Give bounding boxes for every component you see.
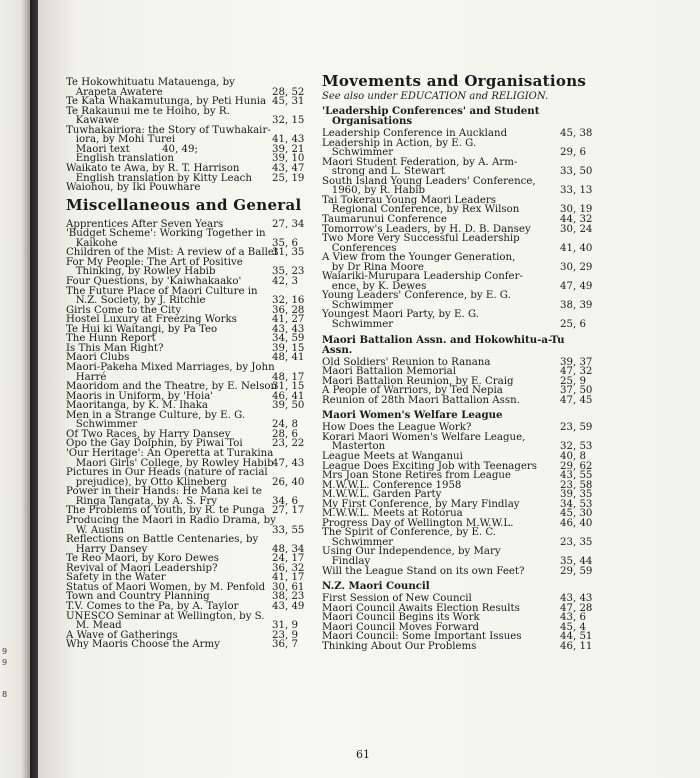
- entry-page-ref: 30, 24: [560, 223, 593, 235]
- entry-page-ref: 46, 40: [560, 517, 593, 529]
- entry-page-ref: 47, 49: [560, 280, 593, 292]
- entry-page-ref: 28, 52: [272, 86, 305, 98]
- entry-page-ref: 48, 17: [272, 371, 305, 383]
- entry-title: W. Austin: [66, 524, 124, 536]
- entry-page-ref: 26, 40: [272, 476, 305, 488]
- left-page-fragment: 8: [2, 690, 8, 699]
- entry-title: Leadership Conference in Auckland: [322, 128, 508, 139]
- entry-page-ref: 40, 8: [560, 450, 586, 462]
- entry-title: Maoridom and the Theatre, by E. Nelson: [66, 381, 278, 393]
- entry-page-ref: 31, 15: [272, 381, 305, 393]
- entry-page-ref: 41, 17: [272, 572, 305, 584]
- entry-page-ref: 25, 9: [560, 375, 586, 387]
- entry-page-ref: 32, 53: [560, 441, 593, 453]
- entry-title: N.Z. Society, by J. Ritchie: [66, 295, 206, 307]
- entry-title: UNESCO Seminar at Wellington, by S.: [66, 610, 265, 622]
- entry-title: Revival of Maori Leadership?: [66, 562, 218, 574]
- entry-page-ref: 28, 6: [272, 428, 298, 440]
- entry-page-ref: 23, 35: [560, 536, 593, 548]
- entry-title: Ringa Tangata, by A. S. Fry: [66, 495, 218, 507]
- entry-page-ref: 39, 10: [272, 153, 305, 165]
- section-heading-movements: Movements and Organisations: [322, 72, 587, 90]
- entry-title: Kaikohe: [66, 237, 118, 249]
- entry-title: Maori Council Awaits Election Results: [322, 602, 520, 614]
- entry-page-ref: 32, 15: [272, 115, 305, 127]
- entry-page-ref: 33, 13: [560, 185, 593, 197]
- entry-title: The Spirit of Conference, by E. C.: [322, 527, 497, 539]
- entry-title: English translation by Kitty Leach: [66, 172, 252, 184]
- entry-title: ence, by K. Dewes: [322, 280, 427, 292]
- entry-page-ref: 23, 22: [272, 438, 305, 450]
- entry-page-ref: 43, 6: [560, 612, 586, 624]
- entry-title: Schwimmer: [322, 319, 394, 330]
- entry-title: Waikato te Awa, by R. T. Harrison: [66, 162, 240, 174]
- entry-title: Producing the Maori in Radio Drama, by: [66, 514, 276, 526]
- left-page-fragment: 9: [2, 647, 8, 656]
- entry-title: Thinking About Our Problems: [322, 640, 477, 652]
- entry-page-ref: 42, 3: [272, 275, 298, 287]
- entry-page-ref: 48, 41: [272, 352, 305, 364]
- entry-page-ref: 38, 23: [272, 591, 305, 603]
- entry-title: My First Conference, by Mary Findlay: [322, 498, 520, 510]
- entry-title: Waiariki-Murupara Leadership Confer-: [322, 271, 523, 283]
- entry-title: Kawawe: [66, 115, 119, 127]
- entry-title: A People of Warriors, by Ted Nepia: [322, 385, 503, 397]
- entry-title: For My People: The Art of Positive: [66, 256, 243, 268]
- entry-page-ref: 23, 59: [560, 422, 593, 434]
- entry-title: Using Our Independence, by Mary: [322, 546, 501, 558]
- entry-page-ref: 39, 35: [560, 489, 593, 501]
- entry-page-ref: 30, 61: [272, 581, 305, 593]
- entry-page-ref: 39, 50: [272, 400, 305, 412]
- entry-title: How Does the League Work?: [322, 422, 472, 434]
- entry-title: Harré: [66, 371, 107, 383]
- entry-page-ref: 39, 15: [272, 342, 305, 354]
- entry-page-ref: 25, 6: [560, 319, 586, 330]
- entry-title: Harry Dansey: [66, 543, 148, 555]
- entry-page-ref: 48, 34: [272, 543, 305, 555]
- entry-page-ref: 41, 40: [560, 242, 593, 254]
- entry-title: Maori Battalion Reunion, by E. Craig: [322, 375, 514, 387]
- entry-title: Reunion of 28th Maori Battalion Assn.: [322, 394, 520, 406]
- entry-title: Maori text 40, 49;: [66, 143, 198, 155]
- entry-title: T.V. Comes to the Pa, by A. Taylor: [66, 601, 239, 612]
- entry-title: League Meets at Wanganui: [322, 450, 463, 462]
- entry-title: Conferences: [322, 242, 397, 254]
- entry-title: 1960, by R. Habib: [322, 185, 426, 197]
- entry-title: A Wave of Gatherings: [66, 629, 178, 641]
- entry-title: The Problems of Youth, by R. te Punga: [66, 505, 265, 517]
- entry-title: Children of the Mist: A review of a Ballet: [66, 247, 278, 259]
- entry-title: Te Reo Maori, by Koro Dewes: [66, 553, 219, 565]
- entry-page-ref: 47, 32: [560, 366, 593, 378]
- entry-title: Safety in the Water: [66, 572, 166, 584]
- entry-page-ref: 37, 50: [560, 385, 593, 397]
- subsection-heading-battalion: Assn.: [322, 343, 353, 356]
- entry-page-ref: 43, 49: [272, 601, 305, 612]
- book-gutter: [30, 0, 38, 778]
- entry-page-ref: 24, 17: [272, 553, 305, 565]
- entry-page-ref: 45, 38: [560, 128, 593, 139]
- see-also-note: See also under EDUCATION and RELIGION.: [322, 91, 549, 102]
- entry-title: Men in a Strange Culture, by E. G.: [66, 409, 246, 421]
- entry-title: 'Our Heritage': An Operetta at Turakina: [66, 448, 274, 460]
- entry-page-ref: 41, 43: [272, 134, 305, 146]
- entry-page-ref: 39, 37: [560, 356, 593, 368]
- entry-page-ref: 30, 19: [560, 204, 593, 216]
- entry-page-ref: 32, 16: [272, 295, 305, 307]
- entry-title: iora, by Mohi Turei: [66, 134, 176, 146]
- entry-title: Te Kata Whakamutunga, by Peti Hunia: [66, 96, 267, 108]
- entry-title: Korari Maori Women's Welfare League,: [322, 431, 526, 443]
- entry-page-ref: 23, 9: [272, 629, 298, 641]
- entry-title: prejudice), by Otto Klineberg: [66, 476, 227, 488]
- entry-page-ref: 45, 4: [560, 621, 586, 633]
- entry-title: Maori Council: Some Important Issues: [322, 631, 522, 643]
- entry-title: Tomorrow's Leaders, by H. D. B. Dansey: [322, 223, 531, 235]
- entry-page-ref: 38, 39: [560, 299, 593, 311]
- entry-title: Maori-Pakeha Mixed Marriages, by John: [66, 362, 275, 373]
- entry-page-ref: 45, 30: [560, 508, 593, 520]
- entry-title: Is This Man Right?: [66, 342, 164, 354]
- entry-page-ref: 27, 34: [272, 218, 305, 230]
- entry-page-ref: 43, 43: [272, 323, 305, 335]
- entry-title: Waiohou, by Iki Pouwhare: [66, 182, 201, 194]
- entry-title: Maori Council Begins its Work: [322, 612, 480, 624]
- entry-page-ref: 41, 27: [272, 314, 305, 326]
- subsection-heading-council: N.Z. Maori Council: [322, 580, 430, 593]
- entry-title: A View from the Younger Generation,: [322, 252, 516, 264]
- entry-page-ref: 44, 32: [560, 213, 593, 225]
- entry-page-ref: 34, 59: [272, 333, 305, 345]
- entry-title: Opo the Gay Dolphin, by Piwai Toi: [66, 438, 243, 450]
- entry-page-ref: 35, 44: [560, 556, 593, 567]
- entry-title: Youngest Maori Party, by E. G.: [322, 309, 479, 321]
- entry-title: Maori Student Federation, by A. Arm-: [322, 156, 518, 168]
- entry-title: Young Leaders' Conference, by E. G.: [322, 290, 511, 302]
- entry-title: Te Hokowhituatu Matauenga, by: [66, 77, 235, 88]
- entry-page-ref: 44, 51: [560, 631, 593, 643]
- entry-title: English translation: [66, 153, 174, 165]
- entry-title: The Hunn Report: [66, 333, 156, 345]
- entry-title: M. Mead: [66, 620, 122, 632]
- entry-title: The Future Place of Maori Culture in: [66, 285, 258, 297]
- entry-page-ref: 47, 43: [272, 457, 305, 469]
- entry-title: M.W.W.L. Garden Party: [322, 489, 442, 501]
- entry-page-ref: 43, 43: [560, 593, 593, 605]
- entry-title: Tuwhakairiora: the Story of Tuwhakair-: [66, 124, 271, 136]
- entry-page-ref: 31, 9: [272, 620, 298, 632]
- entry-page-ref: 34, 6: [272, 495, 298, 507]
- page-number: 61: [356, 748, 370, 761]
- entry-page-ref: 39, 21: [272, 143, 305, 155]
- entry-title: Schwimmer: [322, 536, 394, 548]
- entry-title: Four Questions, by 'Kaiwhakaako': [66, 275, 242, 287]
- index-page: [38, 0, 700, 778]
- subsection-heading-leadership: Organisations: [332, 115, 413, 127]
- entry-title: Power in their Hands: He Mana kei te: [66, 486, 262, 498]
- entry-page-ref: 30, 29: [560, 261, 593, 273]
- entry-title: Hostel Luxury at Freezing Works: [66, 314, 237, 326]
- entry-page-ref: 36, 32: [272, 562, 305, 574]
- entry-title: Progress Day of Wellington M.W.W.L.: [322, 517, 514, 529]
- entry-title: 'Budget Scheme': Working Together in: [66, 228, 266, 240]
- entry-page-ref: 31, 35: [272, 247, 305, 259]
- entry-page-ref: 43, 55: [560, 470, 593, 482]
- entry-title: Leadership in Action, by E. G.: [322, 137, 477, 149]
- subsection-heading-battalion: Maori Battalion Assn. and Hokowhitu-a-Tu: [322, 333, 565, 346]
- entry-title: South Island Young Leaders' Conference,: [322, 175, 536, 187]
- entry-page-ref: 29, 62: [560, 460, 593, 472]
- subsection-heading-leadership: 'Leadership Conferences' and Student: [322, 105, 540, 117]
- entry-page-ref: 25, 19: [272, 172, 305, 184]
- entry-title: strong and L. Stewart: [322, 166, 445, 178]
- left-page-fragment: 9: [2, 658, 8, 667]
- entry-title: Tai Tokerau Young Maori Leaders: [322, 194, 497, 206]
- entry-title: Mrs Joan Stone Retires from League: [322, 470, 511, 482]
- entry-title: Maori Girls' College, by Rowley Habib: [66, 457, 274, 469]
- entry-title: by Dr Rina Moore: [322, 261, 424, 273]
- entry-title: Maoritanga, by K. M. Ihaka: [66, 400, 208, 412]
- entry-title: Reflections on Battle Centenaries, by: [66, 534, 259, 546]
- entry-title: Arapeta Awatere: [66, 86, 163, 98]
- entry-title: Two More Very Successful Leadership: [322, 233, 520, 245]
- entry-title: Masterton: [322, 441, 386, 453]
- entry-page-ref: 47, 45: [560, 394, 593, 406]
- entry-page-ref: 46, 11: [560, 640, 593, 652]
- entry-page-ref: 29, 59: [560, 565, 593, 577]
- entry-title: League Does Exciting Job with Teenagers: [322, 460, 538, 472]
- entry-page-ref: 33, 50: [560, 166, 593, 178]
- entry-page-ref: 36, 28: [272, 304, 305, 316]
- entry-title: Thinking, by Rowley Habib: [66, 266, 216, 278]
- entry-title: Maori Clubs: [66, 352, 130, 364]
- entry-title: Town and Country Planning: [66, 591, 210, 603]
- section-heading-miscellaneous: Miscellaneous and General: [66, 195, 302, 214]
- entry-title: Of Two Races, by Harry Dansey: [66, 428, 231, 440]
- entry-page-ref: 23, 58: [560, 479, 593, 491]
- entry-title: Apprentices After Seven Years: [66, 218, 224, 230]
- entry-page-ref: 45, 31: [272, 96, 305, 108]
- entry-page-ref: 35, 23: [272, 266, 305, 278]
- entry-title: Te Rakaunui me te Hoiho, by R.: [66, 105, 230, 117]
- entry-page-ref: 24, 8: [272, 419, 298, 431]
- entry-page-ref: 34, 53: [560, 498, 593, 510]
- entry-page-ref: 36, 7: [272, 639, 298, 651]
- entry-page-ref: 29, 6: [560, 147, 586, 159]
- entry-title: Maoris in Uniform, by 'Hoia': [66, 390, 214, 402]
- entry-title: Schwimmer: [322, 299, 394, 311]
- entry-title: Status of Maori Women, by M. Penfold: [66, 581, 266, 593]
- entry-page-ref: 46, 41: [272, 390, 305, 402]
- entry-title: Schwimmer: [322, 147, 394, 159]
- entry-title: Schwimmer: [66, 419, 138, 431]
- entry-title: Will the League Stand on its own Feet?: [322, 565, 525, 577]
- entry-title: Te Hui ki Waitangi, by Pa Teo: [66, 323, 218, 335]
- entry-title: Why Maoris Choose the Army: [66, 639, 220, 651]
- entry-title: Pictures in Our Heads (nature of racial: [66, 467, 268, 479]
- subsection-heading-womens: Maori Women's Welfare League: [322, 409, 503, 422]
- entry-title: Girls Come to the City: [66, 304, 182, 316]
- entry-title: M.W.W.L. Meets at Rotorua: [322, 508, 463, 520]
- entry-title: Old Soldiers' Reunion to Ranana: [322, 356, 491, 368]
- entry-page-ref: 47, 28: [560, 602, 593, 614]
- entry-title: M.W.W.L. Conference 1958: [322, 479, 462, 491]
- entry-title: First Session of New Council: [322, 593, 472, 605]
- left-page-edge: [0, 0, 30, 778]
- entry-title: Regional Conference, by Rex Wilson: [322, 204, 520, 216]
- entry-title: Maori Council Moves Forward: [322, 621, 480, 633]
- entry-page-ref: 27, 17: [272, 505, 305, 517]
- entry-page-ref: 35, 6: [272, 237, 298, 249]
- entry-title: Taumarunui Conference: [322, 213, 447, 225]
- entry-title: Maori Battalion Memorial: [322, 366, 456, 378]
- entry-page-ref: 43, 47: [272, 162, 305, 174]
- entry-title: Findlay: [322, 556, 371, 567]
- entry-page-ref: 33, 55: [272, 524, 305, 536]
